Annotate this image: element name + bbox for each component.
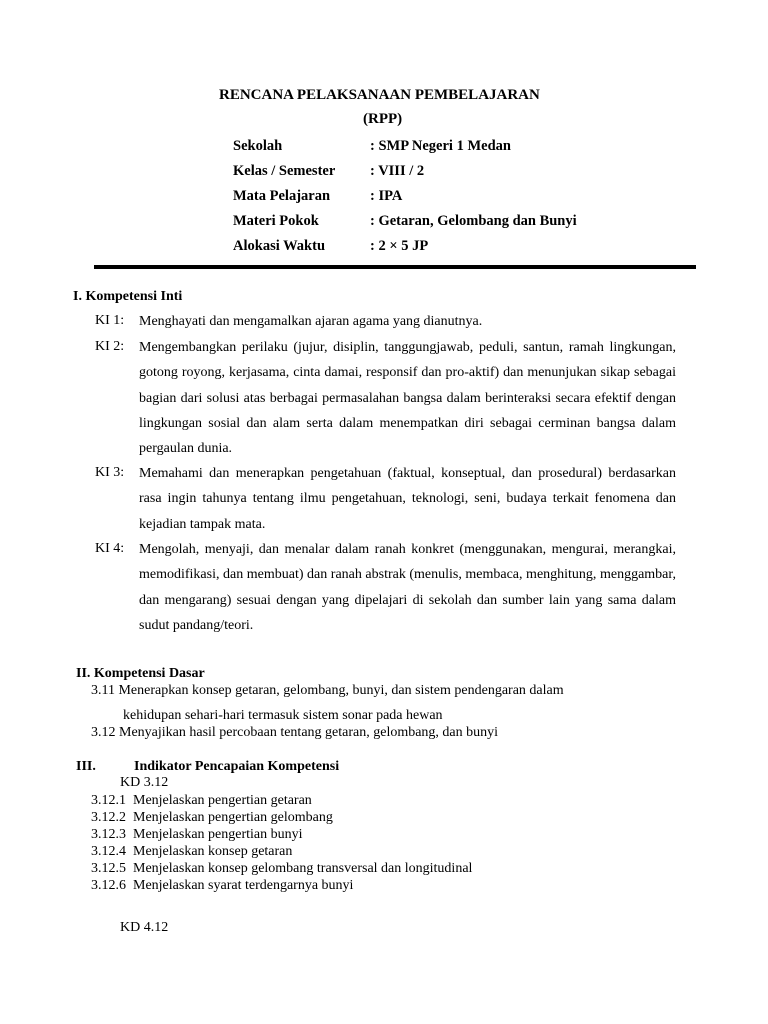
meta-key-mapel: Mata Pelajaran [233, 188, 331, 204]
section-1-heading: I. Kompetensi Inti [73, 289, 183, 304]
indicator-number: 3.12.6 [91, 878, 126, 893]
indicator-text: Menjelaskan pengertian bunyi [133, 827, 303, 842]
ki-4-text: Mengolah, menyaji, dan menalar dalam ranah konkret (menggunakan, mengurai, merangkai, memodifikasi, dan membuat) dan ranah abstrak (menulis, membaca, menghitung, menggambar, dan mengarang) sesuai dengan yang dipelajari di sekolah dan sumber lain yang sama dalam sudut pandang/teori. [139, 542, 676, 633]
indicator-text: Menjelaskan konsep getaran [133, 844, 293, 859]
indicator-text: Menjelaskan pengertian getaran [133, 793, 312, 808]
indicator-text: Menjelaskan syarat terdengarnya bunyi [133, 878, 354, 893]
meta-value-mapel: : IPA [370, 188, 403, 204]
document-subtitle: (RPP) [363, 111, 403, 127]
section-2-heading: II. Kompetensi Dasar [76, 666, 205, 681]
kd-3-11-text: 3.11 Menerapkan konsep getaran, gelombang, bunyi, dan sistem pendengaran dalam [91, 683, 564, 698]
ki-1-text: Menghayati dan mengamalkan ajaran agama yang dianutnya. [139, 314, 483, 329]
indicator-item [91, 877, 472, 894]
kd-label-3-12: KD 3.12 [120, 775, 169, 790]
indicator-text: Menjelaskan pengertian gelombang [133, 810, 333, 825]
meta-key-kelas: Kelas / Semester [233, 163, 336, 179]
meta-key-alokasi: Alokasi Waktu [233, 238, 326, 254]
meta-value-alokasi: : 2 × 5 JP [370, 238, 429, 254]
meta-key-sekolah: Sekolah [233, 138, 283, 154]
indicator-item [91, 843, 472, 860]
indicator-text: Menjelaskan konsep gelombang transversal dan longitudinal [133, 861, 473, 876]
ki-3-label: KI 3: [95, 465, 125, 480]
indicator-item [91, 860, 472, 877]
ki-2-text: Mengembangkan perilaku (jujur, disiplin, tanggungjawab, peduli, santun, ramah lingkungan, gotong royong, kerjasama, cinta damai, responsif dan pro-aktif) dan menunjukan sikap sebagai bagian dari solusi atas berbagai permasalahan bangsa dalam berinteraksi secara efektif dengan lingkungan sosial dan alam serta dalam menempatkan diri sebagai cerminan bangsa dalam pergaulan dunia. [139, 340, 676, 457]
indicator-number: 3.12.4 [91, 844, 126, 859]
indicator-number: 3.12.1 [91, 793, 126, 808]
indicator-item [91, 792, 472, 809]
indicator-number: 3.12.5 [91, 861, 126, 876]
ki-3-text: Memahami dan menerapkan pengetahuan (faktual, konseptual, dan prosedural) berdasarkan rasa ingin tahunya tentang ilmu pengetahuan, teknologi, seni, budaya terkait fenomena dan kejadian tampak mata. [139, 466, 676, 532]
indicator-number: 3.12.3 [91, 827, 126, 842]
meta-value-sekolah: : SMP Negeri 1 Medan [370, 138, 511, 154]
meta-key-materi: Materi Pokok [233, 213, 319, 229]
meta-value-kelas: : VIII / 2 [370, 163, 425, 179]
document-title: RENCANA PELAKSANAAN PEMBELAJARAN [219, 87, 540, 103]
indicator-number: 3.12.2 [91, 810, 126, 825]
indicator-item [91, 809, 472, 826]
ki-1-label: KI 1: [95, 313, 125, 328]
header-divider [94, 265, 696, 269]
ki-2-label: KI 2: [95, 339, 125, 354]
kd-label-4-12: KD 4.12 [120, 920, 169, 935]
section-3-heading: Indikator Pencapaian Kompetensi [134, 759, 340, 774]
kd-3-11-continuation: kehidupan sehari-hari termasuk sistem sonar pada hewan [123, 708, 443, 723]
meta-value-materi: : Getaran, Gelombang dan Bunyi [370, 213, 577, 229]
kd-3-12-text: 3.12 Menyajikan hasil percobaan tentang getaran, gelombang, dan bunyi [91, 725, 499, 740]
indicator-list [91, 792, 472, 894]
section-3-numeral: III. [76, 759, 96, 774]
ki-4-label: KI 4: [95, 541, 125, 556]
indicator-item [91, 826, 472, 843]
